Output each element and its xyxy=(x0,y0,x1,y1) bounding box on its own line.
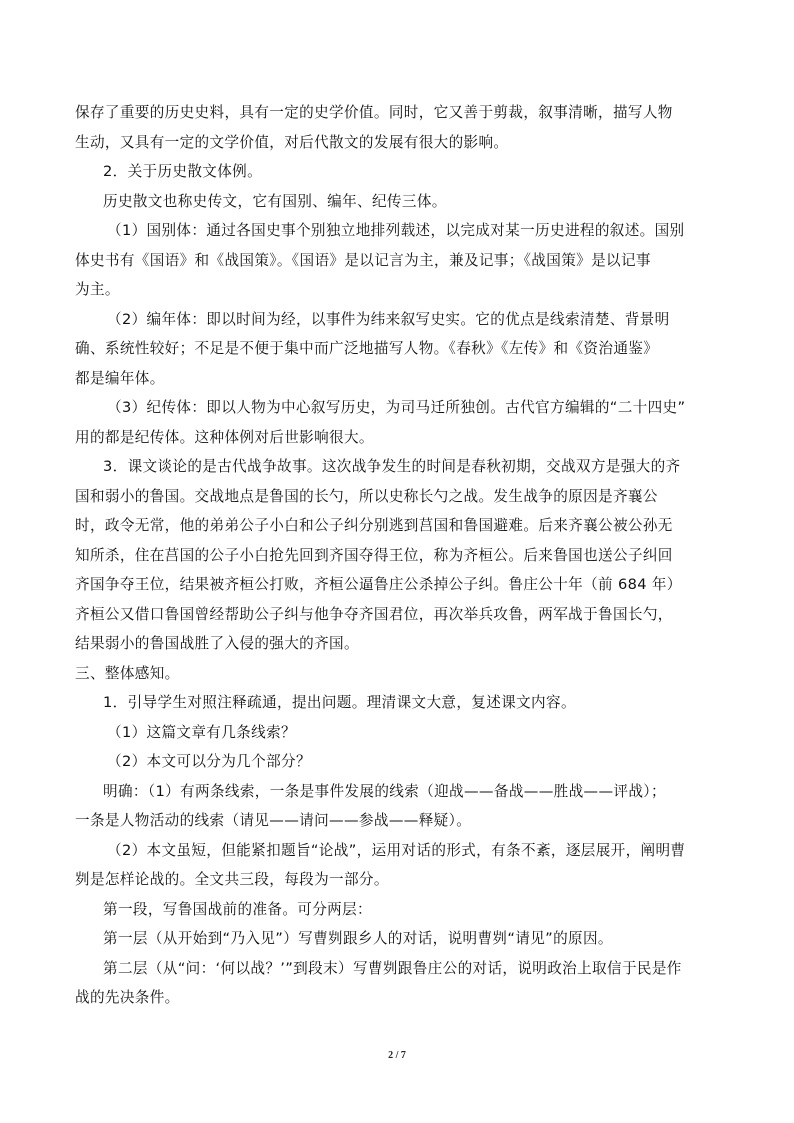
text-line: （2）本文可以分为几个部分？ xyxy=(107,753,311,770)
text-line: 战的先决条件。 xyxy=(75,989,180,1006)
text-line: 2．关于历史散文体例。 xyxy=(103,163,263,180)
page-number: 2 / 7 xyxy=(388,1050,406,1061)
text-line: 结果弱小的鲁国战胜了入侵的强大的齐国。 xyxy=(75,635,359,652)
text-line: （3）纪传体：即以人物为中心叙写历史，为司马迁所独创。古代官方编辑的“二十四史” xyxy=(107,399,686,416)
page-body xyxy=(75,98,723,1013)
text-line: 生动，又具有一定的文学价值，对后代散文的发展有很大的影响。 xyxy=(75,133,509,151)
paragraph xyxy=(75,777,723,836)
section-heading xyxy=(75,659,723,689)
text-line: 明确：（1）有两条线索，一条是事件发展的线索（迎战——备战——胜战——评战）； xyxy=(103,782,666,800)
text-line: 国和弱小的鲁国。交战地点是鲁国的长勺，所以史称长勺之战。发生战争的原因是齐襄公 xyxy=(75,487,658,505)
text-line: 一条是人物活动的线索（请见——请问——参战——释疑）。 xyxy=(75,812,472,829)
paragraph xyxy=(75,924,723,954)
paragraph xyxy=(75,836,723,895)
text-line: 确、系统性较好；不足是不便于集中而广泛地描写人物。《春秋》《左传》和《资治通鉴》 xyxy=(75,340,659,357)
text-line: （1）国别体：通过各国史事个别独立地排列载述，以完成对某一历史进程的叙述。国别 xyxy=(107,222,685,239)
text-line: 齐国争夺王位，结果被齐桓公打败，齐桓公逼鲁庄公杀掉公子纠。鲁庄公十年（前 684 年） xyxy=(75,576,682,593)
paragraph xyxy=(75,187,723,217)
text-line: 三、整体感知。 xyxy=(75,664,180,682)
text-line: 为主。 xyxy=(75,281,120,298)
paragraph xyxy=(75,216,723,305)
text-line: 知所杀，住在莒国的公子小白抢先回到齐国夺得王位，称为齐桓公。后来鲁国也送公子纠回 xyxy=(75,546,673,564)
paragraph xyxy=(75,98,723,157)
paragraph xyxy=(75,954,723,1013)
paragraph xyxy=(75,393,723,452)
text-line: 保存了重要的历史史料，具有一定的史学价值。同时，它又善于剪裁，叙事清晰，描写人物 xyxy=(75,104,673,121)
paragraph xyxy=(75,688,723,718)
text-line: （2）编年体：即以时间为经，以事件为纬来叙写史实。它的优点是线索清楚、背景明 xyxy=(107,310,670,328)
text-line: 历史散文也称史传文，它有国别、编年、纪传三体。 xyxy=(103,192,447,210)
text-line: 1．引导学生对照注释疏通，提出问题。理清课文大意，复述课文内容。 xyxy=(103,694,576,711)
text-line: 第一段，写鲁国战前的准备。可分两层： xyxy=(103,900,372,918)
text-line: （1）这篇文章有几条线索？ xyxy=(107,723,296,741)
text-line: 用的都是纪传体。这种体例对后世影响很大。 xyxy=(75,428,374,446)
paragraph xyxy=(75,718,723,748)
text-line: （2）本文虽短，但能紧扣题旨“论战”，运用对话的形式，有条不紊，逐层展开，阐明曹 xyxy=(107,841,686,859)
text-line: 齐桓公又借口鲁国曾经帮助公子纠与他争夺齐国君位，再次举兵攻鲁，两军战于鲁国长勺， xyxy=(75,605,673,623)
text-line: 时，政令无常，他的弟弟公子小白和公子纠分别逃到莒国和鲁国避难。后来齐襄公被公孙无 xyxy=(75,517,673,534)
paragraph xyxy=(75,895,723,925)
paragraph xyxy=(75,305,723,394)
text-line: 体史书有《国语》和《战国策》。《国语》是以记言为主，兼及记事；《战国策》是以记事 xyxy=(75,251,651,269)
paragraph xyxy=(75,452,723,659)
text-line: 3．课文谈论的是古代战争故事。这次战争发生的时间是春秋初期，交战双方是强大的齐 xyxy=(103,458,681,475)
text-line: 刿是怎样论战的。全文共三段，每段为一部分。 xyxy=(75,871,389,888)
text-line: 第二层（从“问：‘何以战？’”到段末）写曹刿跟鲁庄公的对话，说明政治上取信于民是作 xyxy=(103,959,682,977)
text-line: 第一层（从开始到“乃入见”）写曹刿跟乡人的对话，说明曹刿“请见”的原因。 xyxy=(103,930,613,947)
paragraph xyxy=(75,747,723,777)
paragraph xyxy=(75,157,723,187)
text-line: 都是编年体。 xyxy=(75,369,165,387)
